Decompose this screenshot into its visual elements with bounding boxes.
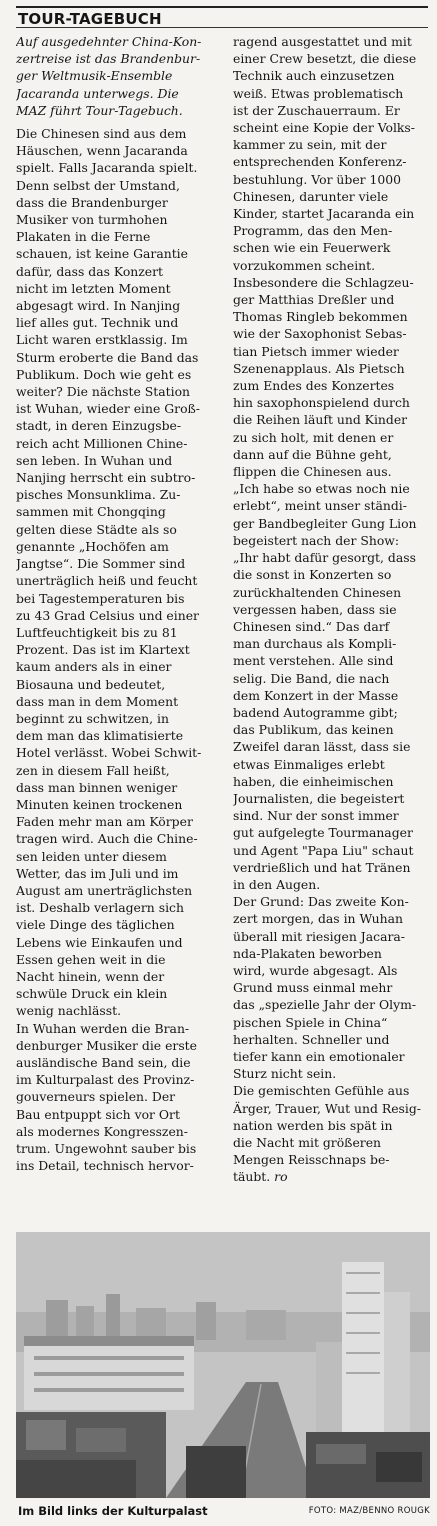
article-intro: Auf ausgedehnter China-Kon- zertreise ist das Brandenbur- ger Weltmusik-Ensemble Jacaranda unterwegs. Die MAZ führt Tour-Tagebuch. [16,34,202,118]
article-column-right [233,33,430,1228]
article-paragraph-text: Die gemischten Gefühle aus Ärger, Trauer, Wut und Resig- nation werden bis spät in die Nacht mit größeren Mengen Reisschnaps be- täubt. [233,1083,421,1185]
article-paragraph: ragend ausgestattet und mit einer Crew besetzt, die diese Technik auch einzusetzen weiß. Etwas problematisch ist der Zuschauerraum. Er scheint eine Kopie der Volks- kammer zu sein, mit der entsprechenden Konferenz- bestuhlung. Vor über 1000 Chinesen, darunter viele Kinder, startet Jacaranda ein Programm, das den Men- schen wie ein Feuerwerk vorzukommen scheint. [233,34,417,273]
cityscape-illustration [16,1232,430,1498]
article-paragraph: Die Chinesen sind aus dem Häuschen, wenn Jacaranda spielt. Falls Jacaranda spielt. Denn selbst der Umstand, dass die Brandenburger Musiker von turmhohen Plakaten in die Ferne schauen, ist keine Garantie dafür, dass das Konzert nicht im letzten Moment abgesagt wird. In Nanjing lief alles gut. Technik und Licht waren erstklassig. Im Sturm eroberte die Band das Publikum. Doch wie geht es weiter? Die nächste Station ist Wuhan, wieder eine Groß- stadt, in deren Einzugsbe- reich acht Millionen Chine- sen leben. In Wuhan und Nanjing herrscht ein subtro- pisches Monsunklima. Zu- sammen mit Chongqing gelten diese Städte als so genannte „Hochöfen am Jangtse“. Die Sommer sind unerträglich heiß und feucht bei Tagestemperaturen bis zu 43 Grad Celsius und einer Luftfeuchtigkeit bis zu 81 Prozent. Das ist im Klartext kaum anders als in einer Biosauna und bedeutet, dass man in dem Moment beginnt zu schwitzen, in dem man das klimatisierte Hotel verlässt. Wobei Schwit- zen in diesem Fall heißt, dass man binnen weniger Minuten keinen trockenen Faden mehr man am Körper tragen wird. Auch die Chine- sen leiden unter diesem Wetter, das im Juli und im August am unerträglichsten ist. Deshalb verlagern sich viele Dinge des täglichen Lebens wie Einkaufen und Essen gehen weit in die Nacht hinein, wenn der schwüle Druck ein klein wenig nachlässt. [16,126,202,1019]
article-paragraph: Der Grund: Das zweite Kon- zert morgen, das in Wuhan überall mit riesigen Jacara- nda-Plakaten beworben wird, wurde abgesagt. Als Grund muss einmal mehr das „spezielle Jahr der Olym- pischen Spiele in China“ herhalten. Schneller und tiefer kann ein emotionaler Sturz nicht sein. [233,894,417,1082]
caption-text: Im Bild links der Kulturpalast [18,1504,208,1518]
article-paragraph: Insbesondere die Schlagzeu- ger Matthias Dreßler und Thomas Ringleb bekommen wie der Saxophonist Sebas- tian Pietsch immer wieder Szenenapplaus. Als Pietsch zum Endes des Konzertes hin saxophonspielend durch die Reihen läuft und Kinder zu sich holt, mit denen er dann auf die Bühne geht, flippen die Chinesen aus. „Ich habe so etwas noch nie erlebt“, meint unser ständi- ger Bandbegleiter Gung Lion begeistert nach der Show: „Ihr habt dafür gesorgt, dass die sonst in Konzerten so zurückhaltenden Chinesen vergessen haben, dass sie Chinesen sind.“ Das darf man durchaus als Kompli- ment verstehen. Alle sind selig. Die Band, die nach dem Konzert in der Masse badend Autogramme gibt; das Publikum, das keinen Zweifel daran lässt, dass sie etwas Einmaliges erlebt haben, die einheimischen Journalisten, die begeistert sind. Nur der sonst immer gut aufgelegte Tourmanager und Agent "Papa Liu" schaut verdrießlich und hat Tränen in den Augen. [233,274,417,892]
article-body [16,33,430,1228]
section-header [16,6,428,28]
photo-caption [16,1502,430,1522]
city-photo [16,1232,430,1498]
author-signoff: ro [274,1169,288,1185]
article-paragraph-final [233,1082,430,1185]
article-paragraph: In Wuhan werden die Bran- denburger Musiker die erste ausländische Band sein, die im Kulturpalast des Provinz- gouverneurs spielen. Der Bau entpuppt sich vor Ort als modernes Kongresszen- trum. Ungewohnt sauber bis ins Detail, technisch hervor- [16,1020,197,1174]
article-column-left [16,33,212,1228]
photo-credit: FOTO: MAZ/BENNO ROUGK [308,1506,430,1516]
section-title: TOUR-TAGEBUCH [18,10,162,28]
